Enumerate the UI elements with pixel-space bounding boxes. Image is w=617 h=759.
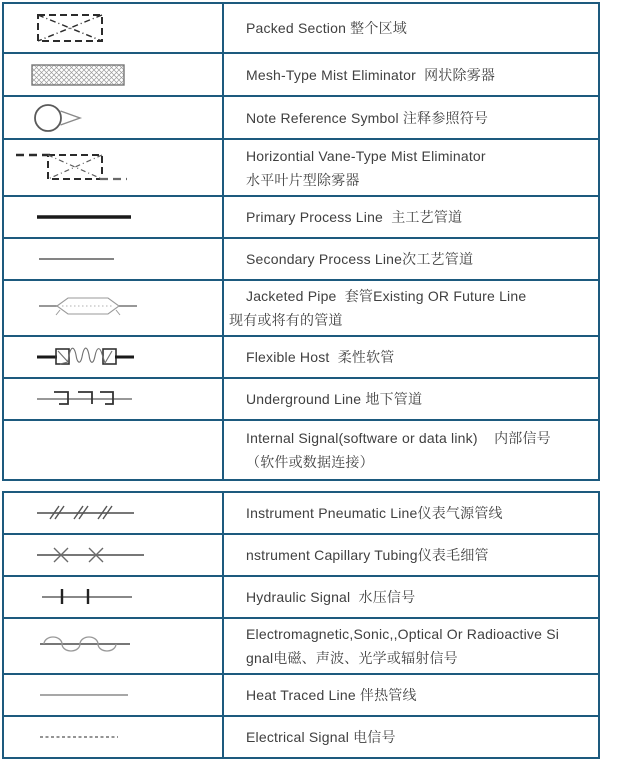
primary-process-line-symbol — [4, 197, 224, 237]
row-label: Heat Traced Line 伴热管线 — [246, 687, 417, 703]
row-label: Secondary Process Line次工艺管道 — [246, 251, 474, 267]
table-row — [4, 279, 598, 335]
row-label: Instrument Pneumatic Line仪表气源管线 — [246, 505, 503, 521]
note-reference-symbol — [4, 97, 224, 138]
row-description — [224, 97, 598, 138]
table-row — [4, 4, 598, 52]
row-label: Packed Section 整个区域 — [246, 20, 407, 36]
row-label: Mesh-Type Mist Eliminator 网状除雾器 — [246, 66, 496, 83]
table-row — [4, 335, 598, 377]
row-label: Internal Signal(software or data link) 内部信号 — [246, 430, 551, 446]
row-description — [224, 535, 598, 575]
row-description — [224, 4, 598, 52]
row-description — [224, 140, 598, 195]
table-row — [4, 95, 598, 138]
symbol-legend-table-2 — [2, 491, 600, 759]
jacketed-pipe-symbol — [4, 281, 224, 335]
table-row — [4, 715, 598, 757]
row-label: Electromagnetic,Sonic,,Optical Or Radioactive Si — [246, 626, 560, 642]
internal-signal-symbol — [4, 421, 224, 479]
heat-traced-line-symbol — [4, 675, 224, 715]
row-description — [224, 619, 598, 673]
secondary-process-line-symbol — [4, 239, 224, 279]
row-label: Underground Line 地下管道 — [246, 391, 423, 407]
row-description — [224, 239, 598, 279]
table-row — [4, 237, 598, 279]
row-description — [224, 337, 598, 377]
row-label: Primary Process Line 主工艺管道 — [246, 209, 463, 225]
row-label: nstrument Capillary Tubing仪表毛细管 — [246, 547, 489, 563]
table-row — [4, 52, 598, 95]
row-label: 现有或将有的管道 — [229, 312, 343, 328]
table-row — [4, 617, 598, 673]
table-row — [4, 493, 598, 533]
table-row — [4, 419, 598, 479]
instrument-capillary-tubing-symbol — [4, 535, 224, 575]
row-description — [224, 281, 598, 335]
underground-line-symbol — [4, 379, 224, 419]
electrical-signal-symbol — [4, 717, 224, 757]
row-label: Jacketed Pipe 套管Existing OR Future Line — [246, 288, 527, 304]
packed-section-symbol — [4, 4, 224, 52]
row-description — [224, 493, 598, 533]
table-row — [4, 575, 598, 617]
row-description — [224, 675, 598, 715]
flexible-hose-symbol — [4, 337, 224, 377]
row-label: Note Reference Symbol 注释参照符号 — [246, 109, 489, 126]
row-label: gnal电磁、声波、光学或辐射信号 — [246, 650, 458, 666]
row-description — [224, 717, 598, 757]
row-label: Hydraulic Signal 水压信号 — [246, 589, 416, 605]
row-description — [224, 577, 598, 617]
row-label: 水平叶片型除雾器 — [246, 171, 360, 188]
table-row — [4, 673, 598, 715]
table-row — [4, 377, 598, 419]
hydraulic-signal-symbol — [4, 577, 224, 617]
row-description — [224, 421, 598, 479]
row-label: Electrical Signal 电信号 — [246, 729, 396, 745]
instrument-pneumatic-line-symbol — [4, 493, 224, 533]
table-row — [4, 138, 598, 195]
table-row — [4, 533, 598, 575]
row-description — [224, 54, 598, 95]
electromagnetic-signal-symbol — [4, 619, 224, 673]
horizontal-vane-mist-eliminator-symbol — [4, 140, 224, 195]
mesh-type-mist-eliminator-symbol — [4, 54, 224, 95]
row-label: Horizontial Vane-Type Mist Eliminator — [246, 147, 486, 164]
row-label: （软件或数据连接） — [246, 454, 374, 470]
table-row — [4, 195, 598, 237]
symbol-legend-table-1 — [2, 2, 600, 481]
row-description — [224, 379, 598, 419]
row-label: Flexible Host 柔性软管 — [246, 349, 395, 365]
row-description — [224, 197, 598, 237]
